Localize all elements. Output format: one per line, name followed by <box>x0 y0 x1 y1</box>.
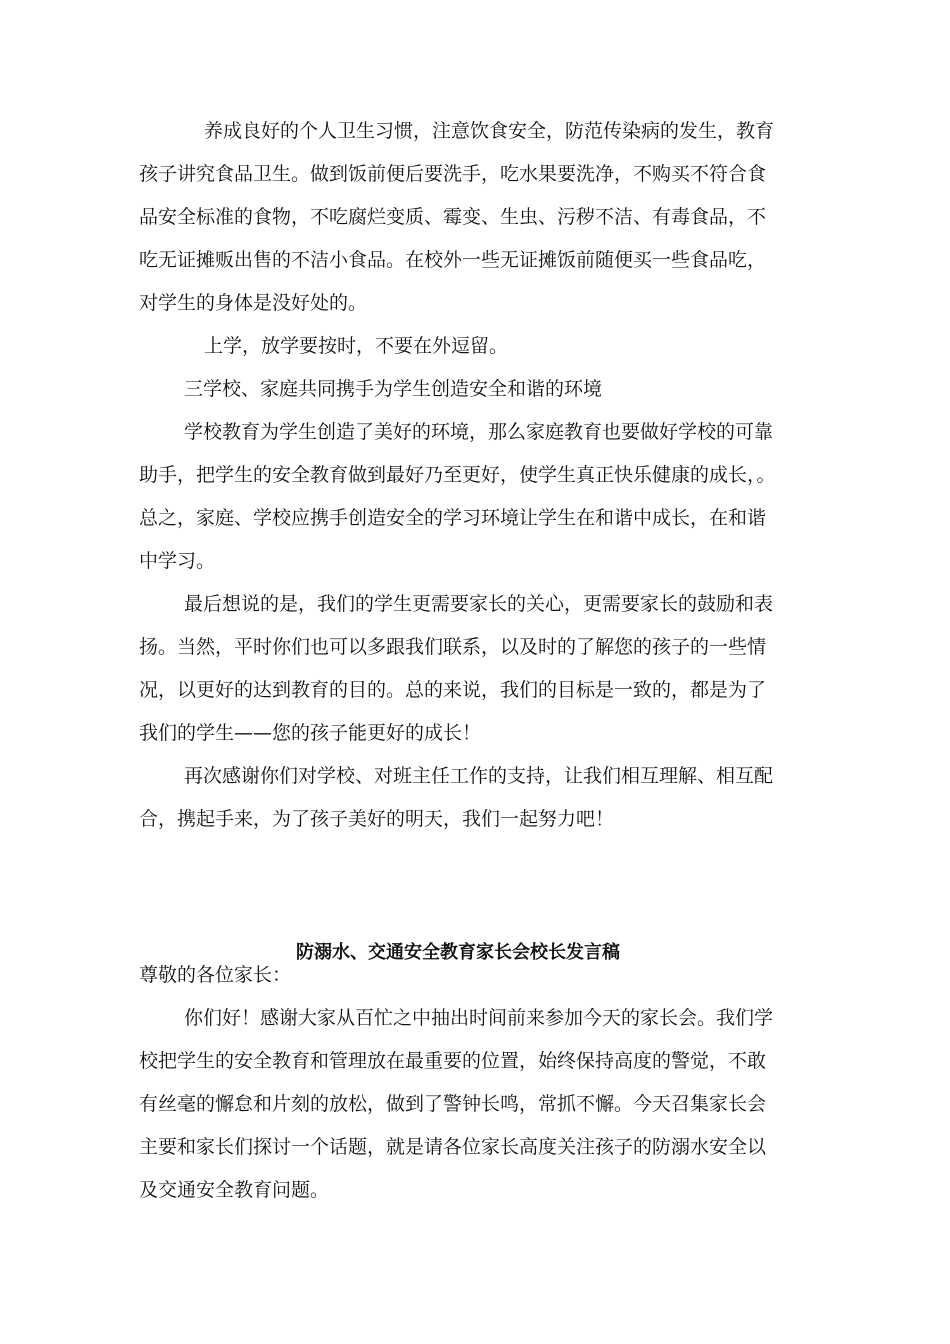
text-line: 品安全标准的食物，不吃腐烂变质、霉变、生虫、污秽不洁、有毒食品，不 <box>139 206 767 228</box>
text-line: 合，携起手来，为了孩子美好的明天，我们一起努力吧！ <box>139 808 615 830</box>
text-line: 主要和家长们探讨一个话题，就是请各位家长高度关注孩子的防溺水安全以 <box>139 1136 767 1158</box>
text-line: 有丝毫的懈怠和片刻的放松，做到了警钟长鸣，常抓不懈。今天召集家长会 <box>139 1093 767 1115</box>
text-line: 吃无证摊贩出售的不洁小食品。在校外一些无证摊饭前随便买一些食品吃， <box>139 249 767 271</box>
text-line: 上学，放学要按时，不要在外逗留。 <box>204 335 509 357</box>
text-line: 我们的学生——您的孩子能更好的成长！ <box>139 722 482 744</box>
text-line: 校把学生的安全教育和管理放在最重要的位置，始终保持高度的警觉，不敢 <box>139 1050 767 1072</box>
text-line: 最后想说的是，我们的学生更需要家长的关心，更需要家长的鼓励和表 <box>184 593 774 615</box>
text-line: 扬。当然，平时你们也可以多跟我们联系，以及时的了解您的孩子的一些情 <box>139 636 767 658</box>
section-heading: 三学校、家庭共同携手为学生创造安全和谐的环境 <box>184 378 603 400</box>
document-title: 防溺水、交通安全教育家长会校长发言稿 <box>296 942 620 963</box>
text-line: 孩子讲究食品卫生。做到饭前便后要洗手，吃水果要洗净，不购买不符合食 <box>139 163 767 185</box>
text-line: 再次感谢你们对学校、对班主任工作的支持，让我们相互理解、相互配 <box>184 765 774 787</box>
text-line: 学校教育为学生创造了美好的环境，那么家庭教育也要做好学校的可靠 <box>184 421 774 443</box>
text-line: 及交通安全教育问题。 <box>139 1179 330 1201</box>
text-line: 助手，把学生的安全教育做到最好乃至更好，使学生真正快乐健康的成长，。 <box>139 464 776 486</box>
text-line: 你们好！感谢大家从百忙之中抽出时间前来参加今天的家长会。我们学 <box>184 1007 774 1029</box>
text-line: 中学习。 <box>139 550 216 572</box>
text-line: 总之，家庭、学校应携手创造安全的学习环境让学生在和谐中成长，在和谐 <box>139 507 767 529</box>
text-line: 况，以更好的达到教育的目的。总的来说，我们的目标是一致的，都是为了 <box>139 679 767 701</box>
salutation: 尊敬的各位家长： <box>139 964 292 986</box>
text-line: 养成良好的个人卫生习惯，注意饮食安全，防范传染病的发生，教育 <box>204 120 775 142</box>
text-line: 对学生的身体是没好处的。 <box>139 292 368 314</box>
